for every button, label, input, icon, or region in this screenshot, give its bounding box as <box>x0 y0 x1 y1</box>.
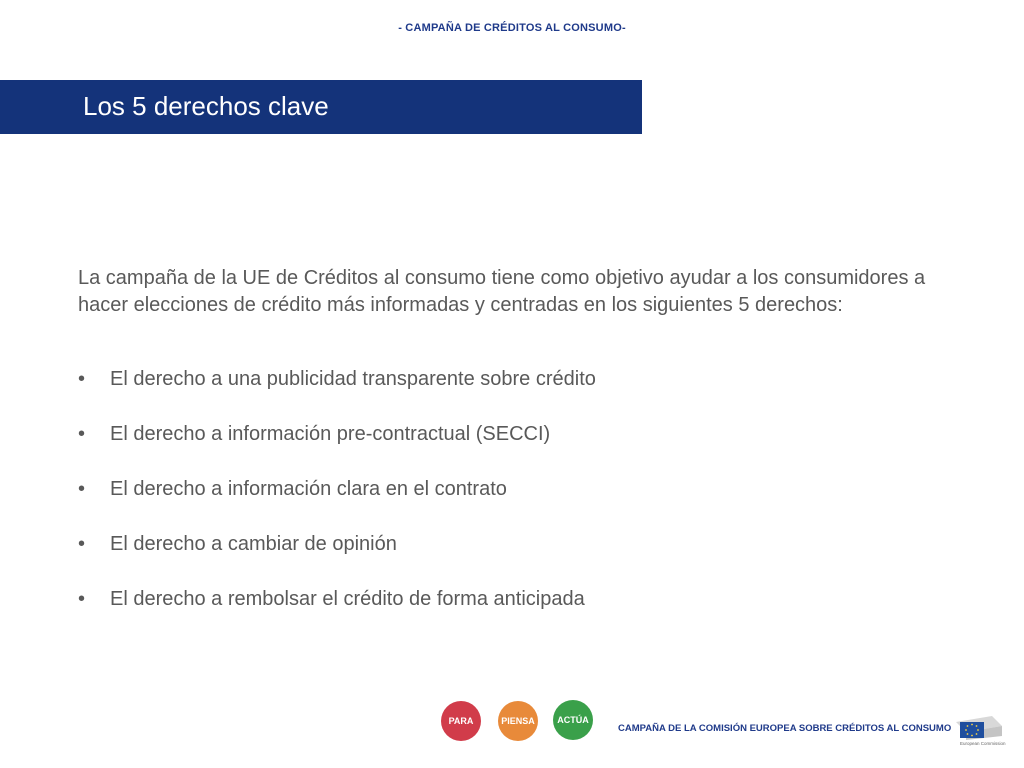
bullet-icon: • <box>78 368 86 390</box>
logo-text: European Commission <box>960 741 1006 746</box>
european-commission-logo-icon <box>952 712 1006 752</box>
bullet-icon: • <box>78 588 86 610</box>
para-circle: PARA <box>441 701 481 741</box>
list-item <box>78 530 948 585</box>
right-text: El derecho a rembolsar el crédito de forma anticipada <box>110 588 585 610</box>
list-item <box>78 585 948 640</box>
right-text: El derecho a información pre-contractual (SECCI) <box>110 423 551 445</box>
bullet-icon: • <box>78 478 86 500</box>
list-item <box>78 475 948 530</box>
bullet-icon: • <box>78 533 86 555</box>
right-text: El derecho a cambiar de opinión <box>110 533 397 555</box>
actua-circle: ACTÚA <box>553 700 593 740</box>
intro-paragraph: La campaña de la UE de Créditos al consumo tiene como objetivo ayudar a los consumidores a hacer elecciones de crédito más informadas y centradas en los siguientes 5 derechos: <box>78 267 926 316</box>
right-text: El derecho a información clara en el contrato <box>110 478 507 500</box>
bullet-icon: • <box>78 423 86 445</box>
campaign-header: - CAMPAÑA DE CRÉDITOS AL CONSUMO- <box>398 22 626 34</box>
list-item <box>78 420 948 475</box>
page-title: Los 5 derechos clave <box>83 91 329 121</box>
title-bar <box>0 80 642 134</box>
piensa-circle: PIENSA <box>498 701 538 741</box>
right-text: El derecho a una publicidad transparente sobre crédito <box>110 368 596 390</box>
list-item <box>78 365 948 420</box>
footer-campaign-text: CAMPAÑA DE LA COMISIÓN EUROPEA SOBRE CRÉDITOS AL CONSUMO <box>618 723 952 734</box>
rights-list <box>78 365 948 640</box>
